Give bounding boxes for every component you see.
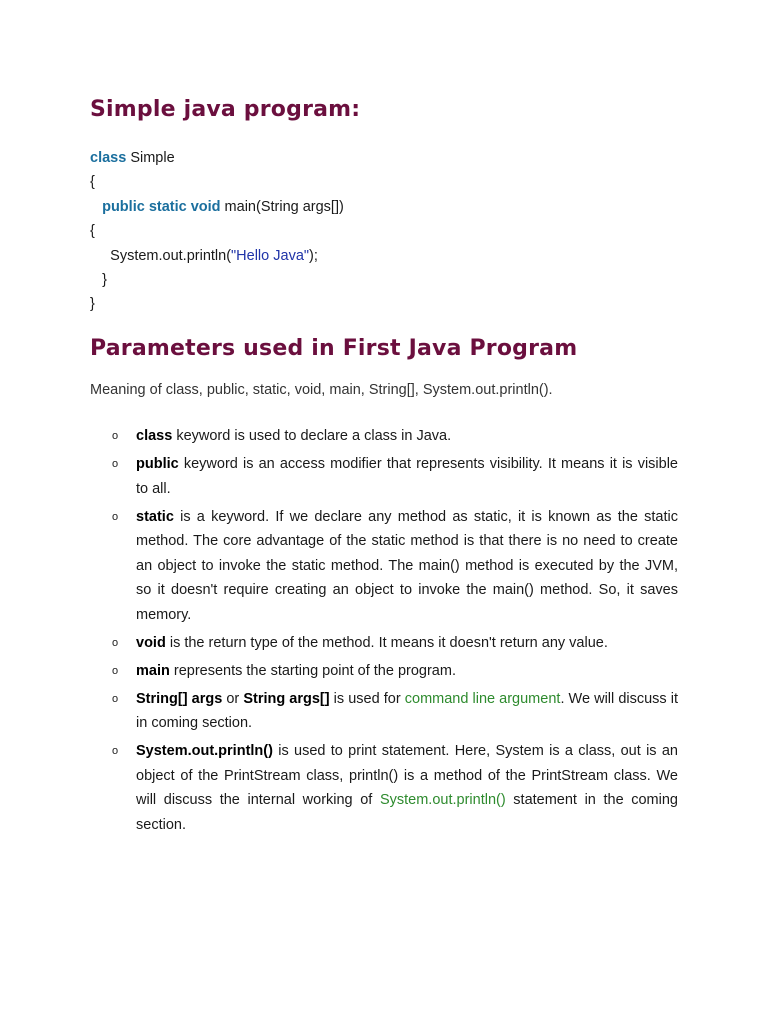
code-keyword: public static void [102,198,221,215]
code-string: "Hello Java" [231,247,310,264]
code-line-4: { [90,223,95,240]
list-item-static [90,505,678,628]
code-keyword: class [90,150,127,166]
term-system-out-println: System.out.println() [136,743,273,759]
description: . We will discuss it in coming section. [136,690,679,731]
code-line-1 [90,146,344,170]
description: statement in the coming section. [136,792,678,833]
bullet-icon: o [112,430,119,442]
intro-paragraph: Meaning of class, public, static, void, main, String[], System.out.println(). [90,382,553,398]
parameters-list [90,424,678,841]
code-text: main(String args[]) [220,198,344,215]
term-void: void [136,634,166,651]
code-line-7: } [90,296,95,313]
description: keyword is an access modifier that represents visibility. It means it is visible to all. [136,456,678,497]
list-item-main [90,659,678,684]
bullet-icon: o [112,510,119,523]
code-text: System.out.println( [90,247,232,264]
bullet-icon: o [112,664,119,677]
list-item-string-args [90,687,678,736]
code-text: Simple [126,150,175,166]
term-public: public [136,456,179,472]
code-indent [90,199,102,215]
list-item-println [90,739,678,837]
bullet-icon: o [112,745,119,757]
heading-simple-java-program: Simple java program: [90,97,361,122]
code-line-2: { [90,174,95,191]
link-command-line-argument[interactable]: command line argument [404,690,561,707]
link-system-out-println[interactable]: System.out.println() [379,792,506,808]
list-item-void [90,631,678,656]
description: is used to print statement. Here, System is a class, out is an object of the PrintStream class, println() is a method of the PrintStream class. We will discuss the internal working of [136,743,678,808]
code-line-5 [90,244,344,268]
term-string-args-array: String args[] [243,690,330,707]
term-string-array-args: String[] args [136,690,223,707]
code-block [90,146,344,317]
code-line-6: } [90,271,107,288]
description: is a keyword. If we declare any method as static, it is known as the static method. The core advantage of the static method is that there is no need to create an object to invoke the static method. The main() method is executed by the JVM, so it doesn't require creating an object to invoke the main() method. So, it saves memory. [136,508,678,623]
code-text: ); [309,247,318,264]
list-item-class [90,424,678,449]
description: is used for [329,690,405,707]
list-item-public [90,452,678,501]
description: or [222,690,244,707]
bullet-icon: o [112,692,119,705]
heading-parameters: Parameters used in First Java Program [90,336,578,361]
description: keyword is used to declare a class in Java. [172,428,452,444]
term-class: class [136,428,173,444]
bullet-icon: o [112,636,119,649]
bullet-icon: o [112,458,119,470]
term-main: main [136,662,170,679]
code-line-3 [90,195,344,219]
term-static: static [136,508,174,525]
description: represents the starting point of the program. [169,662,456,679]
description: is the return type of the method. It means it doesn't return any value. [165,634,608,651]
